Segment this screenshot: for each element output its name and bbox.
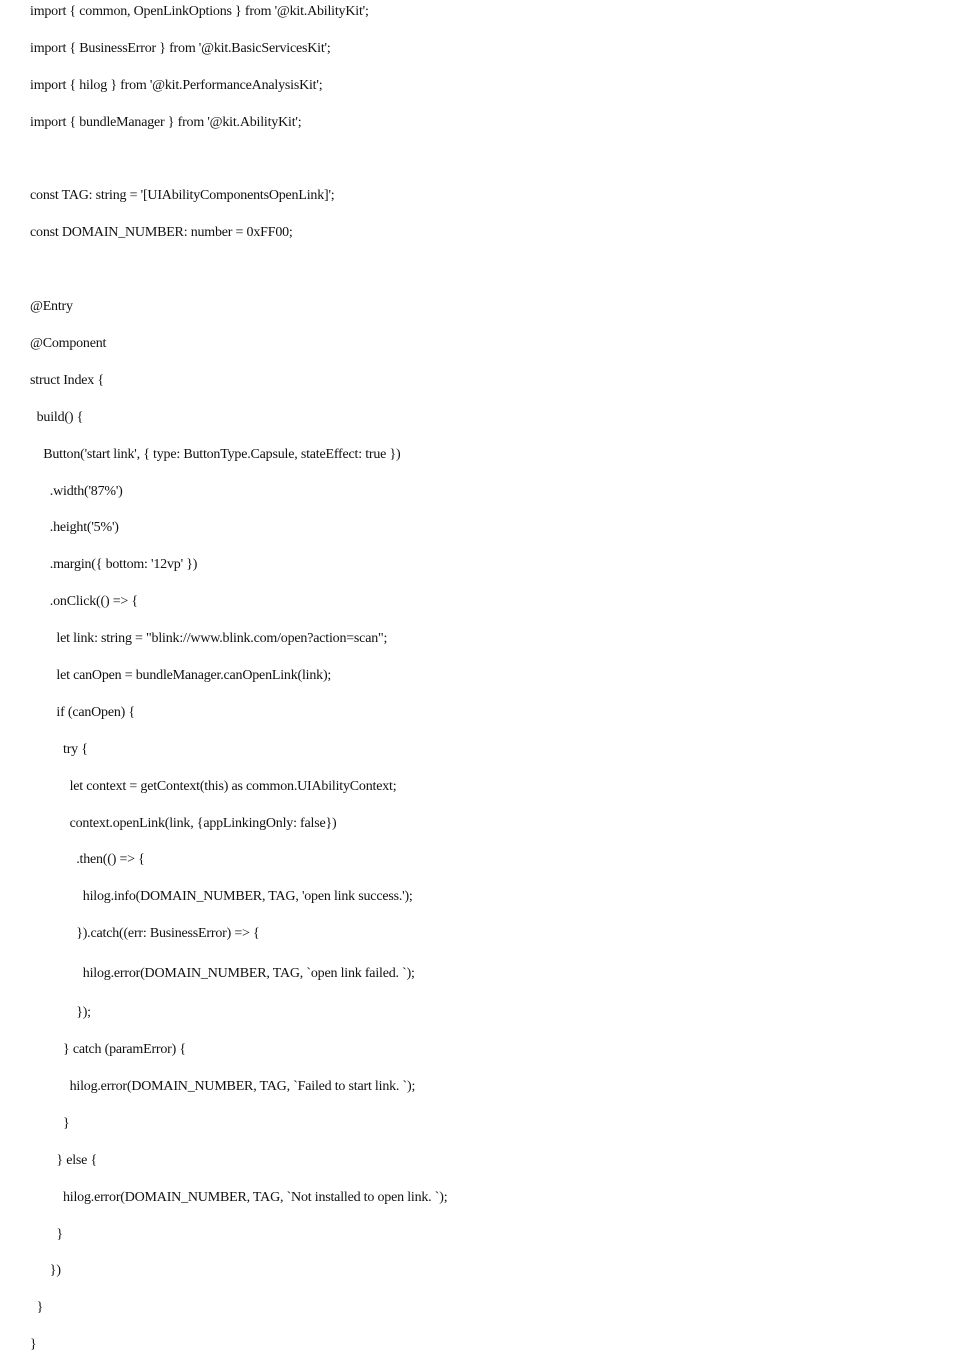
code-line: import { bundleManager } from '@kit.AbilityKit'; (30, 114, 302, 130)
code-line: const DOMAIN_NUMBER: number = 0xFF00; (30, 225, 293, 241)
code-line: } (30, 1226, 63, 1242)
code-line: if (canOpen) { (30, 704, 135, 720)
code-line (30, 260, 930, 281)
code-line: .then(() => { (30, 852, 145, 868)
code-line: import { common, OpenLinkOptions } from '@kit.AbilityKit'; (30, 4, 369, 19)
code-line: hilog.error(DOMAIN_NUMBER, TAG, `Failed to start link. `); (30, 1078, 416, 1094)
code-line: let link: string = "blink://www.blink.com/open?action=scan"; (30, 631, 388, 647)
code-line: import { BusinessError } from '@kit.BasicServicesKit'; (30, 40, 331, 56)
code-line: .width('87%') (30, 483, 123, 499)
code-line: build() { (30, 409, 84, 425)
code-line: let canOpen = bundleManager.canOpenLink(link); (30, 668, 332, 684)
code-line: let context = getContext(this) as common.UIAbilityContext; (30, 778, 397, 794)
code-line: .onClick(() => { (30, 594, 138, 610)
code-line: struct Index { (30, 372, 104, 388)
code-line: } (30, 1300, 44, 1316)
code-line (30, 150, 930, 171)
code-line: } catch (paramError) { (30, 1042, 186, 1058)
code-line: }) (30, 1263, 61, 1279)
code-block (30, 2, 930, 1372)
code-line: .margin({ bottom: '12vp' }) (30, 557, 198, 573)
code-line: hilog.error(DOMAIN_NUMBER, TAG, `open link failed. `); (30, 966, 415, 982)
code-line: } (30, 1337, 37, 1353)
code-line: hilog.error(DOMAIN_NUMBER, TAG, `Not installed to open link. `); (30, 1189, 448, 1205)
code-line: hilog.info(DOMAIN_NUMBER, TAG, 'open link success.'); (30, 889, 413, 905)
code-line: Button('start link', { type: ButtonType.Capsule, stateEffect: true }) (30, 446, 401, 462)
code-line: context.openLink(link, {appLinkingOnly: false}) (30, 815, 337, 831)
code-line: }).catch((err: BusinessError) => { (30, 926, 260, 942)
code-line: import { hilog } from '@kit.PerformanceAnalysisKit'; (30, 77, 323, 93)
code-line: .height('5%') (30, 520, 119, 536)
code-line: const TAG: string = '[UIAbilityComponentsOpenLink]'; (30, 188, 335, 204)
code-line: } (30, 1115, 70, 1131)
code-line: } else { (30, 1152, 98, 1168)
code-line: @Entry (30, 299, 73, 315)
code-line: }); (30, 1005, 91, 1021)
code-line: @Component (30, 336, 107, 352)
code-line: try { (30, 741, 88, 757)
